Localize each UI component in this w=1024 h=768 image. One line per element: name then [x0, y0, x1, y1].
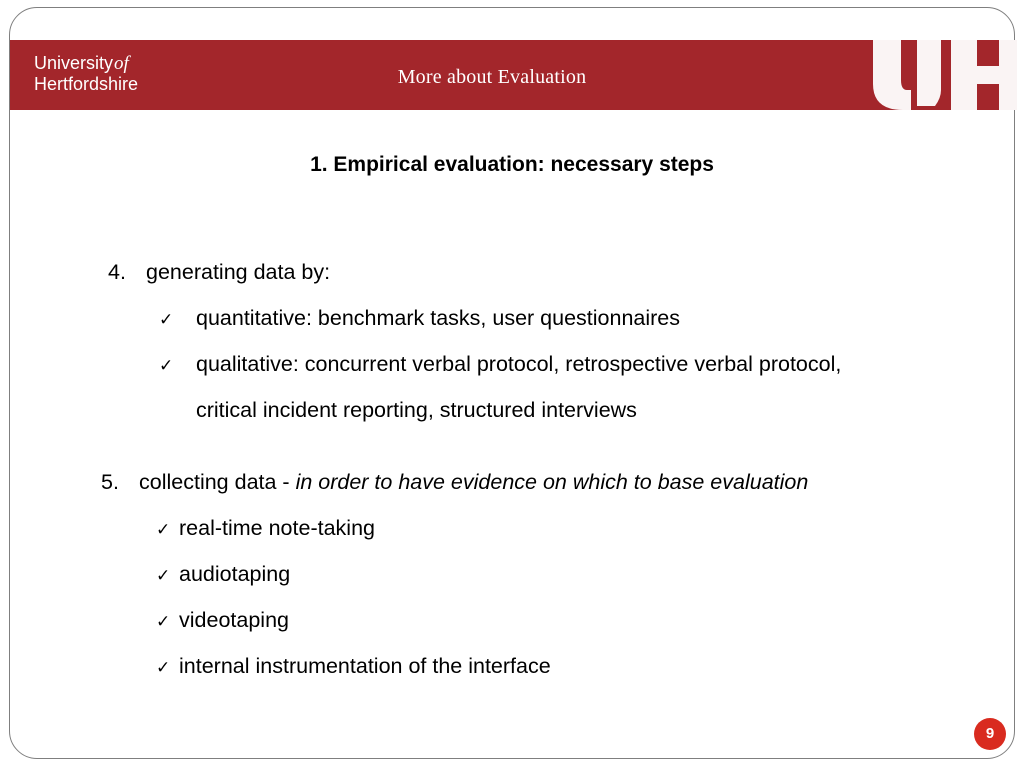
checkmark-icon: ✓	[156, 520, 171, 540]
list-item: ✓ internal instrumentation of the interface	[156, 654, 551, 678]
list-item-continuation: critical incident reporting, structured interviews	[196, 398, 637, 422]
list-item-label: generating data by:	[146, 260, 331, 284]
list-number: 4.	[108, 260, 126, 284]
list-item: ✓ real-time note-taking	[156, 516, 375, 540]
list-item: ✓ videotaping	[156, 608, 289, 632]
slide-title: 1. Empirical evaluation: necessary steps	[310, 153, 714, 176]
list-item-label: collecting data -	[139, 470, 296, 494]
list-item: ✓ qualitative: concurrent verbal protocol, retrospective verbal protocol,	[159, 352, 842, 376]
list-item-5	[101, 470, 808, 495]
uh-logo-mark-icon	[867, 40, 1017, 110]
checkmark-icon: ✓	[156, 612, 171, 632]
checkmark-icon: ✓	[156, 658, 171, 678]
university-logo: Universityof Hertfordshire	[34, 53, 139, 94]
list-item: ✓ quantitative: benchmark tasks, user questionnaires	[159, 306, 681, 330]
slide-frame	[9, 7, 1015, 759]
list-item-4	[108, 260, 330, 285]
checkmark-icon: ✓	[159, 356, 174, 376]
list-item: ✓ audiotaping	[156, 562, 291, 586]
checkmark-icon: ✓	[156, 566, 171, 586]
list-number: 5.	[101, 470, 119, 494]
header-title: More about Evaluation	[397, 66, 587, 88]
checkmark-icon: ✓	[159, 310, 174, 330]
page-number-badge: 9	[974, 718, 1006, 750]
list-item-label-italic: in order to have evidence on which to base evaluation	[295, 470, 809, 494]
header-band	[10, 40, 1017, 110]
